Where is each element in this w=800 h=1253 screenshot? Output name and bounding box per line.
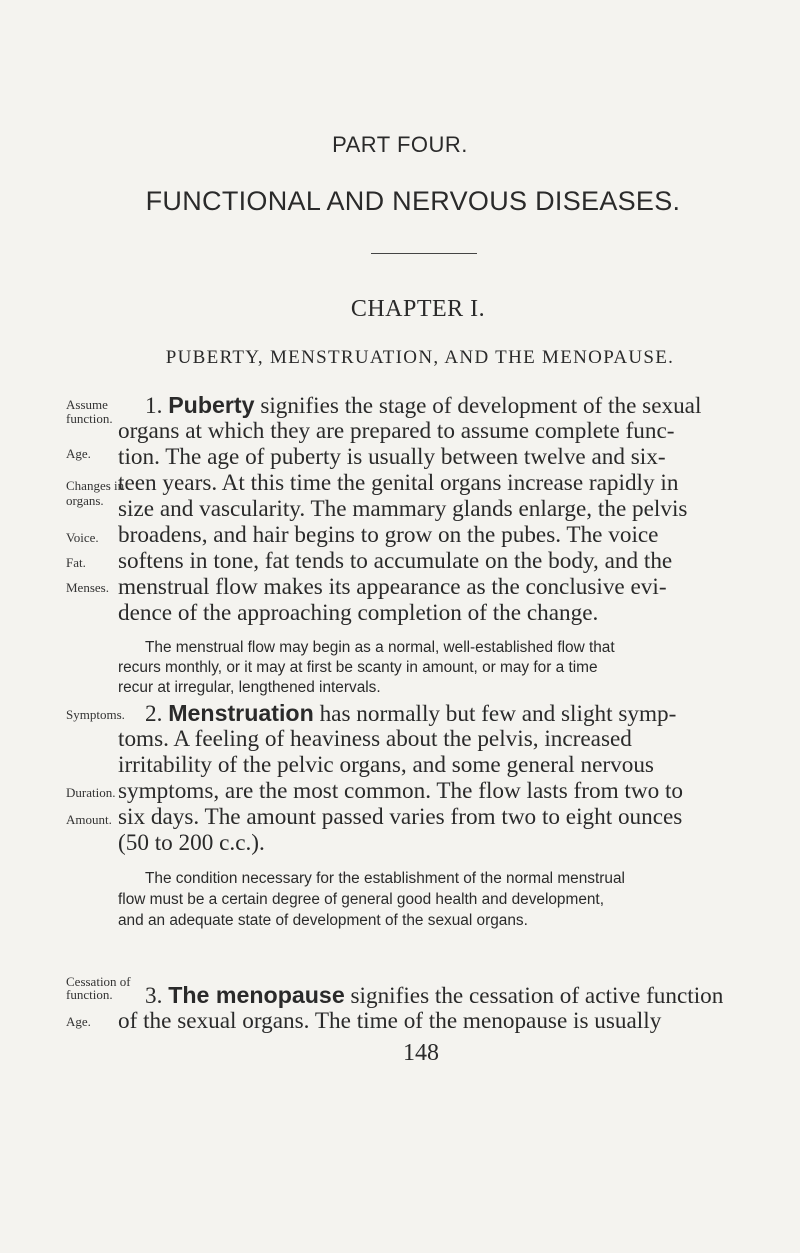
paragraph-number: 3. xyxy=(145,983,163,1009)
text-line: size and vascularity. The mammary glands enlarge, the pelvis xyxy=(118,496,688,522)
note-line: recur at irregular, lengthened intervals. xyxy=(118,679,381,696)
margin-note: Age. xyxy=(66,1014,91,1029)
margin-note: Cessation of xyxy=(66,974,131,989)
margin-note: Fat. xyxy=(66,555,86,570)
text-line: softens in tone, fat tends to accumulate on the body, and the xyxy=(118,548,673,574)
text-line xyxy=(145,982,723,1009)
paragraph-number: 1. xyxy=(145,393,163,419)
note-line: The condition necessary for the establishment of the normal menstrual xyxy=(145,870,625,887)
margin-note: Changes in xyxy=(66,478,125,493)
paragraph-term: Puberty xyxy=(168,392,255,418)
text-line xyxy=(145,392,701,419)
text-run: signifies the cessation of active function xyxy=(344,983,724,1009)
text-line: organs at which they are prepared to assume complete func- xyxy=(118,418,675,444)
paragraph-number: 2. xyxy=(145,701,163,727)
text-line: tion. The age of puberty is usually between twelve and six- xyxy=(118,444,666,470)
text-line: six days. The amount passed varies from two to eight ounces xyxy=(118,804,683,830)
text-run: has normally but few and slight symp- xyxy=(313,701,677,727)
text-line: dence of the approaching completion of the change. xyxy=(118,600,599,626)
text-line xyxy=(145,700,676,727)
text-run: signifies the stage of development of the sexual xyxy=(254,393,702,419)
heading-rule xyxy=(371,253,477,254)
text-line: of the sexual organs. The time of the menopause is usually xyxy=(118,1008,662,1034)
margin-note: Age. xyxy=(66,446,91,461)
margin-note: Amount. xyxy=(66,812,112,827)
note-line: recurs monthly, or it may at first be scanty in amount, or may for a time xyxy=(118,659,598,676)
text-line: teen years. At this time the genital organs increase rapidly in xyxy=(118,470,679,496)
text-line: toms. A feeling of heaviness about the pelvis, increased xyxy=(118,726,632,752)
chapter-title: PUBERTY, MENSTRUATION, AND THE MENOPAUSE. xyxy=(165,347,675,368)
paragraph-term: Menstruation xyxy=(168,700,314,726)
margin-note: function. xyxy=(66,411,113,426)
margin-note: Assume xyxy=(66,397,108,412)
text-line: symptoms, are the most common. The flow lasts from two to xyxy=(118,778,684,804)
paragraph-term: The menopause xyxy=(168,982,345,1008)
text-line: irritability of the pelvic organs, and some general nervous xyxy=(118,752,654,778)
margin-note: Menses. xyxy=(66,580,109,595)
text-line: (50 to 200 c.c.). xyxy=(118,830,265,856)
margin-note: Duration. xyxy=(66,785,116,800)
margin-note: Symptoms. xyxy=(66,707,125,722)
margin-note: organs. xyxy=(66,493,104,508)
chapter-heading: CHAPTER I. xyxy=(350,296,486,322)
margin-note: Voice. xyxy=(66,530,99,545)
part-subtitle: FUNCTIONAL AND NERVOUS DISEASES. xyxy=(145,186,681,216)
note-line: The menstrual flow may begin as a normal, well-established flow that xyxy=(145,639,615,656)
page-number: 148 xyxy=(403,1040,439,1066)
text-line: broadens, and hair begins to grow on the pubes. The voice xyxy=(118,522,659,548)
text-line: menstrual flow makes its appearance as the conclusive evi- xyxy=(118,574,667,600)
margin-note: function. xyxy=(66,987,113,1002)
note-line: and an adequate state of development of the sexual organs. xyxy=(118,912,528,929)
part-heading: PART FOUR. xyxy=(332,132,468,157)
note-line: flow must be a certain degree of general good health and development, xyxy=(118,891,604,908)
